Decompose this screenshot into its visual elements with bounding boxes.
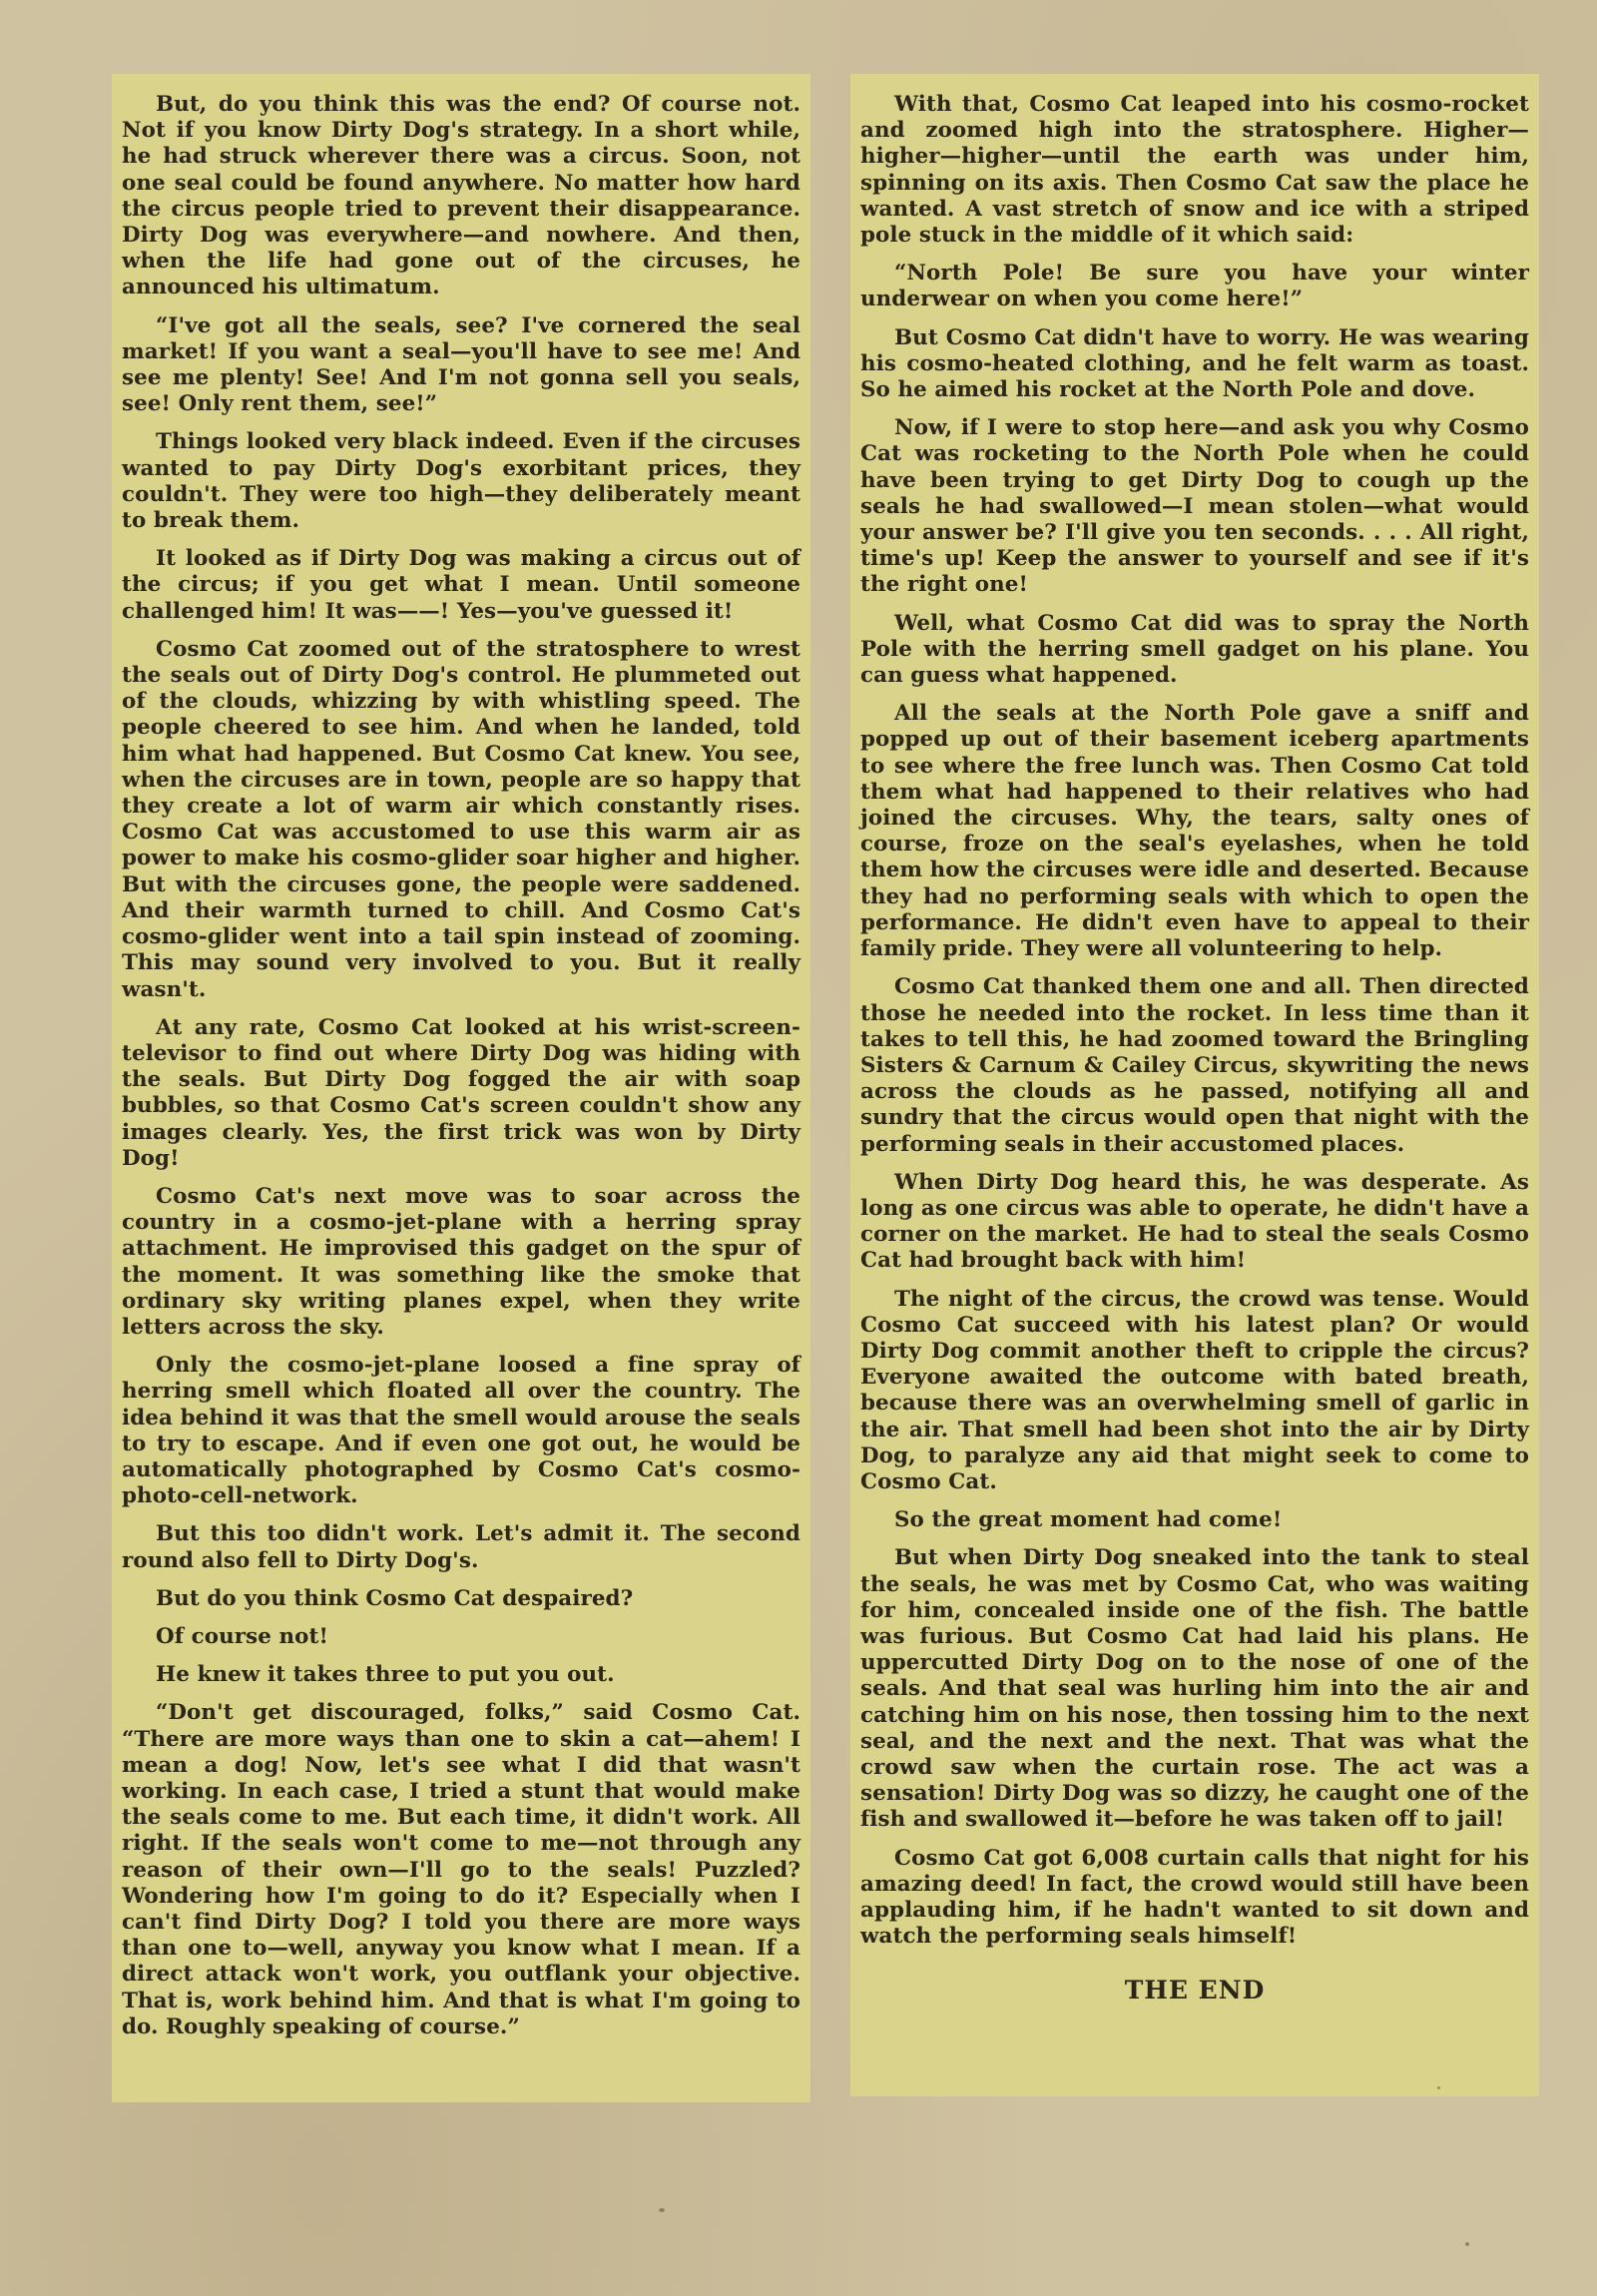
paragraph: “Don't get discouraged, folks,” said Cosmo Cat. “There are more ways than one to skin a cat—ahem! I mean a dog! Now, let's see what I did that wasn't working. In each case, I tried a stunt that would make the seals come to me. But each time, it didn't work. All right. If the seals won't come to me—not through any reason of their own—I'll go to the seals! Puzzled? Wondering how I'm going to do it? Especially when I can't find Dirty Dog? I told you there are more ways than one to—well, anyway you know what I mean. If a direct attack won't work, you outflank your objective. That is, work behind him. And that is what I'm going to do. Roughly speaking of course.” [122, 1700, 800, 2039]
paragraph: It looked as if Dirty Dog was making a circus out of the circus; if you get what I mean. Until someone challenged him! It was——! Yes—you've guessed it! [122, 546, 800, 624]
paragraph: But, do you think this was the end? Of course not. Not if you know Dirty Dog's strategy. In a short while, he had struck wherever there was a circus. Soon, not one seal could be found anywhere. No matter how hard the circus people tried to prevent their disappearance. Dirty Dog was everywhere—and nowhere. And then, when the life had gone out of the circuses, he announced his ultimatum. [122, 92, 800, 300]
paragraph: Cosmo Cat got 6,008 curtain calls that night for his amazing deed! In fact, the crowd would still have been applauding him, if he hadn't wanted to sit down and watch the performing seals himself! [860, 1845, 1529, 1950]
paragraph: At any rate, Cosmo Cat looked at his wrist-screen-televisor to find out where Dirty Dog was hiding with the seals. But Dirty Dog fogged the air with soap bubbles, so that Cosmo Cat's screen couldn't show any images clearly. Yes, the first trick was won by Dirty Dog! [122, 1014, 800, 1171]
paragraph: But this too didn't work. Let's admit it. The second round also fell to Dirty Dog's. [122, 1521, 800, 1573]
paper-speck [659, 2208, 665, 2212]
paper-speck [1437, 2086, 1440, 2089]
paragraph: The night of the circus, the crowd was tense. Would Cosmo Cat succeed with his latest plan? Or would Dirty Dog commit another theft to cripple the circus? Everyone awaited the outcome with bated breath, because there was an overwhelming smell of garlic in the air. That smell had been shot into the air by Dirty Dog, to paralyze any aid that might seek to come to Cosmo Cat. [860, 1286, 1529, 1494]
paragraph: Of course not! [156, 1623, 328, 1649]
paragraph: “North Pole! Be sure you have your winter underwear on when you come here!” [860, 261, 1529, 312]
paragraph: “I've got all the seals, see? I've cornered the seal market! If you want a seal—you'll have to see me! And see me plenty! See! And I'm not gonna sell you seals, see! Only rent them, see!” [122, 312, 800, 417]
paragraph: But Cosmo Cat didn't have to worry. He was wearing his cosmo-heated clothing, and he felt warm as toast. So he aimed his rocket at the North Pole and dove. [860, 324, 1529, 403]
paragraph: Things looked very black indeed. Even if the circuses wanted to pay Dirty Dog's exorbitant prices, they couldn't. They were too high—they deliberately meant to break them. [122, 429, 800, 534]
paragraph: Cosmo Cat thanked them one and all. Then directed those he needed into the rocket. In less time than it takes to tell this, he had zoomed toward the Bringling Sisters & Carnum & Cailey Circus, skywriting the news across the clouds as he passed, notifying all and sundry that the circus would open that night with the performing seals in their accustomed places. [860, 974, 1529, 1157]
left-text-column [112, 74, 810, 2102]
paragraph: All the seals at the North Pole gave a sniff and popped up out of their basement iceberg apartments to see where the free lunch was. Then Cosmo Cat told them what had happened to their relatives who had joined the circuses. Why, the tears, salty ones of course, froze on the seal's eyelashes, when he told them how the circuses were idle and deserted. Because they had no performing seals with which to open the performance. He didn't even have to appeal to their family pride. They were all volunteering to help. [860, 701, 1529, 962]
paper-speck [1465, 2242, 1469, 2246]
right-text-column [850, 74, 1539, 2096]
paragraph: Cosmo Cat's next move was to soar across the country in a cosmo-jet-plane with a herring spray attachment. He improvised this gadget on the spur of the moment. It was something like the smoke that ordinary sky writing planes expel, when they write letters across the sky. [122, 1183, 800, 1340]
paragraph: Now, if I were to stop here—and ask you why Cosmo Cat was rocketing to the North Pole when he could have been trying to get Dirty Dog to cough up the seals he had swallowed—I mean stolen—what would your answer be? I'll give you ten seconds. . . . All right, time's up! Keep the answer to yourself and see if it's the right one! [860, 415, 1529, 598]
paragraph: When Dirty Dog heard this, he was desperate. As long as one circus was able to operate, he didn't have a corner on the market. He had to steal the seals Cosmo Cat had brought back with him! [860, 1169, 1529, 1274]
paragraph: But do you think Cosmo Cat despaired? [156, 1585, 634, 1611]
paragraph: Well, what Cosmo Cat did was to spray the North Pole with the herring smell gadget on his plane. You can guess what happened. [860, 610, 1529, 689]
paragraph: So the great moment had come! [894, 1507, 1283, 1533]
the-end-label: THE END [1124, 1976, 1266, 2006]
paragraph: Only the cosmo-jet-plane loosed a fine spray of herring smell which floated all over the country. The idea behind it was that the smell would arouse the seals to try to escape. And if even one got out, he would be automatically photographed by Cosmo Cat's cosmo-photo-cell-network. [122, 1353, 800, 1509]
paragraph: Cosmo Cat zoomed out of the stratosphere to wrest the seals out of Dirty Dog's control. He plummeted out of the clouds, whizzing by with whistling speed. The people cheered to see him. And when he landed, told him what had happened. But Cosmo Cat knew. You see, when the circuses are in town, people are so happy that they create a lot of warm air which constantly rises. Cosmo Cat was accustomed to use this warm air as power to make his cosmo-glider soar higher and higher. But with the circuses gone, the people were saddened. And their warmth turned to chill. And Cosmo Cat's cosmo-glider went into a tail spin instead of zooming. This may sound very involved to you. But it really wasn't. [122, 636, 800, 1002]
paragraph: He knew it takes three to put you out. [156, 1662, 615, 1688]
paragraph: With that, Cosmo Cat leaped into his cosmo-rocket and zoomed high into the stratosphere. Higher—higher—higher—until the earth was under him, spinning on its axis. Then Cosmo Cat saw the place he wanted. A vast stretch of snow and ice with a striped pole stuck in the middle of it which said: [860, 92, 1529, 249]
paragraph: But when Dirty Dog sneaked into the tank to steal the seals, he was met by Cosmo Cat, who was waiting for him, concealed inside one of the fish. The battle was furious. But Cosmo Cat had laid his plans. He uppercutted Dirty Dog on to the nose of one of the seals. And that seal was hurling him into the air and catching him on his nose, then tossing him to the next seal, and the next and the next. That was what the crowd saw when the curtain rose. The act was a sensation! Dirty Dog was so dizzy, he caught one of the fish and swallowed it—before he was taken off to jail! [860, 1545, 1529, 1833]
